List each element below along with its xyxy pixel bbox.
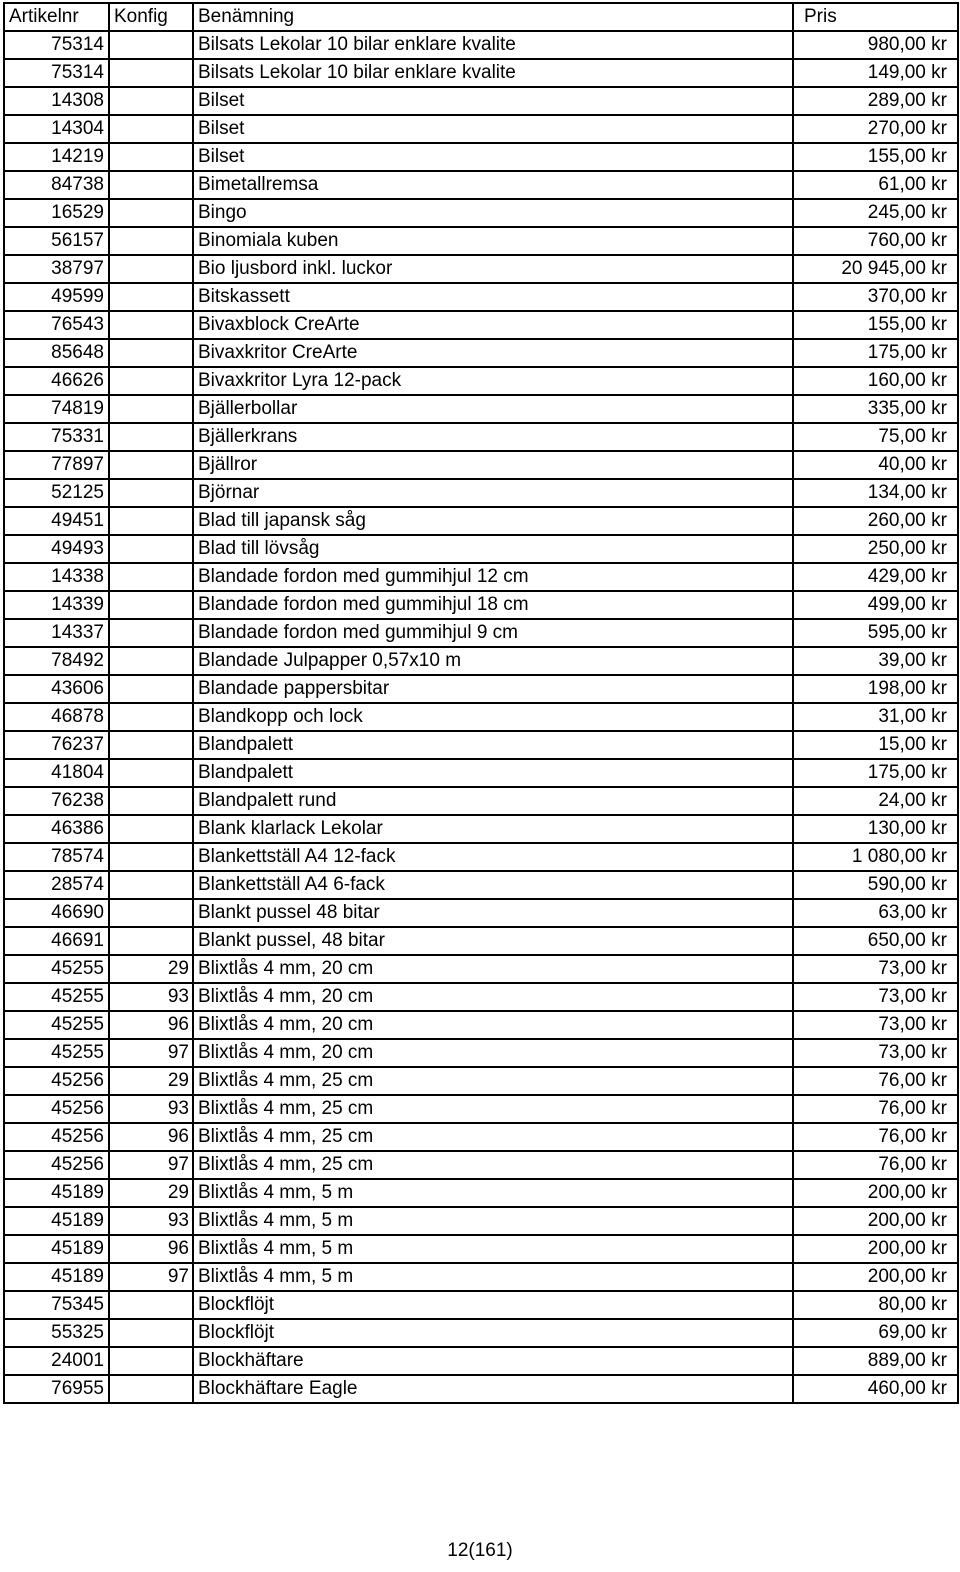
cell-artikelnr: 75345 <box>4 1291 109 1319</box>
table-row <box>4 507 958 535</box>
cell-pris: 40,00 kr <box>793 451 958 479</box>
cell-benamning: Bio ljusbord inkl. luckor <box>193 255 793 283</box>
cell-artikelnr: 78574 <box>4 843 109 871</box>
cell-artikelnr: 84738 <box>4 171 109 199</box>
cell-benamning: Blandade fordon med gummihjul 18 cm <box>193 591 793 619</box>
cell-benamning: Blockflöjt <box>193 1291 793 1319</box>
cell-konfig <box>109 171 193 199</box>
cell-benamning: Blixtlås 4 mm, 20 cm <box>193 955 793 983</box>
cell-konfig <box>109 199 193 227</box>
table-row <box>4 619 958 647</box>
cell-benamning: Bingo <box>193 199 793 227</box>
table-row <box>4 1375 958 1403</box>
cell-pris: 155,00 kr <box>793 143 958 171</box>
cell-konfig <box>109 283 193 311</box>
cell-artikelnr: 45189 <box>4 1263 109 1291</box>
table-row <box>4 1067 958 1095</box>
cell-artikelnr: 16529 <box>4 199 109 227</box>
cell-benamning: Björnar <box>193 479 793 507</box>
cell-konfig <box>109 815 193 843</box>
cell-pris: 590,00 kr <box>793 871 958 899</box>
cell-benamning: Blixtlås 4 mm, 20 cm <box>193 983 793 1011</box>
cell-konfig <box>109 311 193 339</box>
cell-konfig: 93 <box>109 983 193 1011</box>
cell-artikelnr: 45255 <box>4 955 109 983</box>
cell-pris: 73,00 kr <box>793 983 958 1011</box>
cell-konfig: 96 <box>109 1123 193 1151</box>
cell-pris: 24,00 kr <box>793 787 958 815</box>
cell-benamning: Blixtlås 4 mm, 5 m <box>193 1263 793 1291</box>
cell-pris: 335,00 kr <box>793 395 958 423</box>
cell-artikelnr: 76238 <box>4 787 109 815</box>
table-row <box>4 1095 958 1123</box>
cell-konfig <box>109 451 193 479</box>
cell-artikelnr: 45256 <box>4 1067 109 1095</box>
cell-konfig: 96 <box>109 1235 193 1263</box>
table-row <box>4 143 958 171</box>
cell-artikelnr: 46878 <box>4 703 109 731</box>
cell-benamning: Blandpalett <box>193 731 793 759</box>
table-row <box>4 339 958 367</box>
table-row <box>4 1207 958 1235</box>
cell-pris: 980,00 kr <box>793 31 958 59</box>
cell-benamning: Bilset <box>193 143 793 171</box>
cell-konfig <box>109 367 193 395</box>
cell-pris: 499,00 kr <box>793 591 958 619</box>
cell-konfig <box>109 115 193 143</box>
cell-pris: 76,00 kr <box>793 1151 958 1179</box>
table-row <box>4 871 958 899</box>
cell-artikelnr: 38797 <box>4 255 109 283</box>
cell-pris: 75,00 kr <box>793 423 958 451</box>
table-row <box>4 1179 958 1207</box>
cell-konfig <box>109 339 193 367</box>
cell-konfig <box>109 591 193 619</box>
cell-pris: 130,00 kr <box>793 815 958 843</box>
cell-konfig <box>109 1319 193 1347</box>
cell-pris: 650,00 kr <box>793 927 958 955</box>
table-row <box>4 199 958 227</box>
cell-artikelnr: 45256 <box>4 1123 109 1151</box>
cell-pris: 39,00 kr <box>793 647 958 675</box>
cell-konfig <box>109 227 193 255</box>
cell-pris: 200,00 kr <box>793 1179 958 1207</box>
cell-pris: 250,00 kr <box>793 535 958 563</box>
table-row <box>4 759 958 787</box>
table-row <box>4 283 958 311</box>
cell-konfig <box>109 255 193 283</box>
table-row <box>4 395 958 423</box>
header-benamning: Benämning <box>193 3 793 31</box>
cell-pris: 73,00 kr <box>793 1039 958 1067</box>
cell-pris: 80,00 kr <box>793 1291 958 1319</box>
cell-pris: 155,00 kr <box>793 311 958 339</box>
cell-benamning: Blank klarlack Lekolar <box>193 815 793 843</box>
cell-artikelnr: 14219 <box>4 143 109 171</box>
cell-pris: 1 080,00 kr <box>793 843 958 871</box>
cell-benamning: Bivaxkritor CreArte <box>193 339 793 367</box>
cell-pris: 175,00 kr <box>793 759 958 787</box>
cell-artikelnr: 76955 <box>4 1375 109 1403</box>
table-row <box>4 843 958 871</box>
cell-pris: 69,00 kr <box>793 1319 958 1347</box>
cell-benamning: Bjällerkrans <box>193 423 793 451</box>
cell-artikelnr: 85648 <box>4 339 109 367</box>
cell-benamning: Blandpalett rund <box>193 787 793 815</box>
table-row <box>4 367 958 395</box>
cell-konfig <box>109 395 193 423</box>
cell-benamning: Blandkopp och lock <box>193 703 793 731</box>
cell-artikelnr: 14339 <box>4 591 109 619</box>
table-row <box>4 1291 958 1319</box>
cell-pris: 200,00 kr <box>793 1263 958 1291</box>
cell-artikelnr: 49599 <box>4 283 109 311</box>
cell-artikelnr: 45256 <box>4 1151 109 1179</box>
table-row <box>4 171 958 199</box>
cell-pris: 245,00 kr <box>793 199 958 227</box>
cell-benamning: Blankettställ A4 6-fack <box>193 871 793 899</box>
cell-artikelnr: 75314 <box>4 59 109 87</box>
cell-artikelnr: 49493 <box>4 535 109 563</box>
cell-konfig <box>109 927 193 955</box>
cell-benamning: Blad till japansk såg <box>193 507 793 535</box>
cell-benamning: Blankt pussel 48 bitar <box>193 899 793 927</box>
table-row <box>4 423 958 451</box>
table-row <box>4 311 958 339</box>
cell-pris: 76,00 kr <box>793 1095 958 1123</box>
cell-pris: 175,00 kr <box>793 339 958 367</box>
table-row <box>4 983 958 1011</box>
cell-benamning: Blandade pappersbitar <box>193 675 793 703</box>
cell-konfig <box>109 423 193 451</box>
cell-artikelnr: 14308 <box>4 87 109 115</box>
cell-pris: 73,00 kr <box>793 1011 958 1039</box>
cell-benamning: Bilset <box>193 87 793 115</box>
cell-pris: 429,00 kr <box>793 563 958 591</box>
cell-artikelnr: 45256 <box>4 1095 109 1123</box>
cell-artikelnr: 74819 <box>4 395 109 423</box>
table-row <box>4 1123 958 1151</box>
cell-benamning: Blockhäftare Eagle <box>193 1375 793 1403</box>
table-row <box>4 647 958 675</box>
cell-benamning: Blandpalett <box>193 759 793 787</box>
table-row <box>4 1347 958 1375</box>
cell-artikelnr: 14338 <box>4 563 109 591</box>
table-body <box>4 31 958 1403</box>
cell-artikelnr: 45255 <box>4 1039 109 1067</box>
cell-pris: 270,00 kr <box>793 115 958 143</box>
cell-konfig <box>109 563 193 591</box>
table-row <box>4 1151 958 1179</box>
cell-konfig: 29 <box>109 955 193 983</box>
header-artikelnr: Artikelnr <box>4 3 109 31</box>
cell-konfig: 96 <box>109 1011 193 1039</box>
cell-benamning: Bitskassett <box>193 283 793 311</box>
cell-artikelnr: 45255 <box>4 1011 109 1039</box>
cell-konfig <box>109 843 193 871</box>
cell-benamning: Blixtlås 4 mm, 25 cm <box>193 1095 793 1123</box>
cell-konfig <box>109 647 193 675</box>
table-row <box>4 703 958 731</box>
cell-benamning: Blockhäftare <box>193 1347 793 1375</box>
cell-konfig <box>109 703 193 731</box>
cell-artikelnr: 45189 <box>4 1235 109 1263</box>
cell-benamning: Bilsats Lekolar 10 bilar enklare kvalite <box>193 59 793 87</box>
cell-konfig <box>109 535 193 563</box>
table-row <box>4 87 958 115</box>
cell-pris: 260,00 kr <box>793 507 958 535</box>
cell-pris: 134,00 kr <box>793 479 958 507</box>
cell-artikelnr: 76237 <box>4 731 109 759</box>
table-row <box>4 591 958 619</box>
table-row <box>4 451 958 479</box>
table-row <box>4 675 958 703</box>
cell-artikelnr: 46386 <box>4 815 109 843</box>
cell-benamning: Bimetallremsa <box>193 171 793 199</box>
cell-pris: 61,00 kr <box>793 171 958 199</box>
cell-pris: 20 945,00 kr <box>793 255 958 283</box>
table-row <box>4 787 958 815</box>
cell-pris: 31,00 kr <box>793 703 958 731</box>
cell-konfig <box>109 479 193 507</box>
cell-konfig <box>109 59 193 87</box>
cell-pris: 160,00 kr <box>793 367 958 395</box>
price-list-table <box>3 2 959 1404</box>
cell-pris: 200,00 kr <box>793 1207 958 1235</box>
cell-konfig <box>109 899 193 927</box>
cell-konfig <box>109 759 193 787</box>
table-row <box>4 955 958 983</box>
cell-benamning: Blixtlås 4 mm, 25 cm <box>193 1151 793 1179</box>
cell-artikelnr: 77897 <box>4 451 109 479</box>
cell-benamning: Blixtlås 4 mm, 20 cm <box>193 1011 793 1039</box>
cell-konfig <box>109 31 193 59</box>
cell-artikelnr: 46626 <box>4 367 109 395</box>
cell-benamning: Bjällerbollar <box>193 395 793 423</box>
cell-pris: 889,00 kr <box>793 1347 958 1375</box>
cell-benamning: Binomiala kuben <box>193 227 793 255</box>
cell-pris: 149,00 kr <box>793 59 958 87</box>
cell-konfig: 29 <box>109 1179 193 1207</box>
table-row <box>4 1235 958 1263</box>
cell-pris: 200,00 kr <box>793 1235 958 1263</box>
cell-artikelnr: 45189 <box>4 1207 109 1235</box>
cell-artikelnr: 56157 <box>4 227 109 255</box>
cell-pris: 595,00 kr <box>793 619 958 647</box>
table-row <box>4 927 958 955</box>
cell-pris: 289,00 kr <box>793 87 958 115</box>
cell-artikelnr: 46691 <box>4 927 109 955</box>
cell-artikelnr: 28574 <box>4 871 109 899</box>
header-row <box>4 3 958 31</box>
cell-benamning: Blandade Julpapper 0,57x10 m <box>193 647 793 675</box>
cell-benamning: Blixtlås 4 mm, 25 cm <box>193 1067 793 1095</box>
cell-konfig <box>109 619 193 647</box>
table-row <box>4 227 958 255</box>
cell-artikelnr: 46690 <box>4 899 109 927</box>
cell-artikelnr: 52125 <box>4 479 109 507</box>
table-row <box>4 815 958 843</box>
cell-artikelnr: 75314 <box>4 31 109 59</box>
cell-artikelnr: 45189 <box>4 1179 109 1207</box>
cell-benamning: Blankt pussel, 48 bitar <box>193 927 793 955</box>
cell-benamning: Bilset <box>193 115 793 143</box>
header-pris: Pris <box>793 3 958 31</box>
cell-artikelnr: 45255 <box>4 983 109 1011</box>
table-row <box>4 1011 958 1039</box>
table-row <box>4 1319 958 1347</box>
cell-artikelnr: 75331 <box>4 423 109 451</box>
cell-konfig: 29 <box>109 1067 193 1095</box>
cell-artikelnr: 55325 <box>4 1319 109 1347</box>
cell-konfig <box>109 1347 193 1375</box>
cell-benamning: Bivaxblock CreArte <box>193 311 793 339</box>
cell-konfig <box>109 787 193 815</box>
cell-konfig: 93 <box>109 1095 193 1123</box>
cell-benamning: Bjällror <box>193 451 793 479</box>
cell-konfig <box>109 1375 193 1403</box>
cell-konfig <box>109 675 193 703</box>
table-row <box>4 59 958 87</box>
cell-pris: 76,00 kr <box>793 1123 958 1151</box>
table-row <box>4 731 958 759</box>
table-row <box>4 1039 958 1067</box>
cell-pris: 198,00 kr <box>793 675 958 703</box>
cell-pris: 73,00 kr <box>793 955 958 983</box>
cell-artikelnr: 43606 <box>4 675 109 703</box>
cell-pris: 460,00 kr <box>793 1375 958 1403</box>
cell-pris: 15,00 kr <box>793 731 958 759</box>
cell-pris: 63,00 kr <box>793 899 958 927</box>
cell-benamning: Blixtlås 4 mm, 5 m <box>193 1235 793 1263</box>
cell-benamning: Blankettställ A4 12-fack <box>193 843 793 871</box>
cell-konfig <box>109 87 193 115</box>
table-row <box>4 535 958 563</box>
cell-pris: 370,00 kr <box>793 283 958 311</box>
cell-artikelnr: 41804 <box>4 759 109 787</box>
cell-artikelnr: 78492 <box>4 647 109 675</box>
cell-benamning: Blad till lövsåg <box>193 535 793 563</box>
page-number: 12(161) <box>447 1540 513 1561</box>
cell-konfig: 93 <box>109 1207 193 1235</box>
cell-konfig: 97 <box>109 1039 193 1067</box>
table-row <box>4 1263 958 1291</box>
table-row <box>4 899 958 927</box>
cell-konfig: 97 <box>109 1263 193 1291</box>
table-row <box>4 115 958 143</box>
cell-artikelnr: 14304 <box>4 115 109 143</box>
header-konfig: Konfig <box>109 3 193 31</box>
cell-benamning: Blixtlås 4 mm, 20 cm <box>193 1039 793 1067</box>
cell-konfig <box>109 871 193 899</box>
cell-artikelnr: 76543 <box>4 311 109 339</box>
cell-benamning: Blixtlås 4 mm, 5 m <box>193 1207 793 1235</box>
cell-pris: 760,00 kr <box>793 227 958 255</box>
cell-benamning: Blockflöjt <box>193 1319 793 1347</box>
table-row <box>4 255 958 283</box>
cell-benamning: Bivaxkritor Lyra 12-pack <box>193 367 793 395</box>
cell-artikelnr: 49451 <box>4 507 109 535</box>
cell-benamning: Blixtlås 4 mm, 25 cm <box>193 1123 793 1151</box>
cell-konfig <box>109 731 193 759</box>
cell-benamning: Blandade fordon med gummihjul 12 cm <box>193 563 793 591</box>
cell-artikelnr: 24001 <box>4 1347 109 1375</box>
cell-konfig: 97 <box>109 1151 193 1179</box>
cell-benamning: Blixtlås 4 mm, 5 m <box>193 1179 793 1207</box>
cell-konfig <box>109 143 193 171</box>
cell-benamning: Blandade fordon med gummihjul 9 cm <box>193 619 793 647</box>
table-row <box>4 479 958 507</box>
cell-konfig <box>109 1291 193 1319</box>
cell-konfig <box>109 507 193 535</box>
table-row <box>4 31 958 59</box>
cell-benamning: Bilsats Lekolar 10 bilar enklare kvalite <box>193 31 793 59</box>
table-row <box>4 563 958 591</box>
cell-artikelnr: 14337 <box>4 619 109 647</box>
cell-pris: 76,00 kr <box>793 1067 958 1095</box>
